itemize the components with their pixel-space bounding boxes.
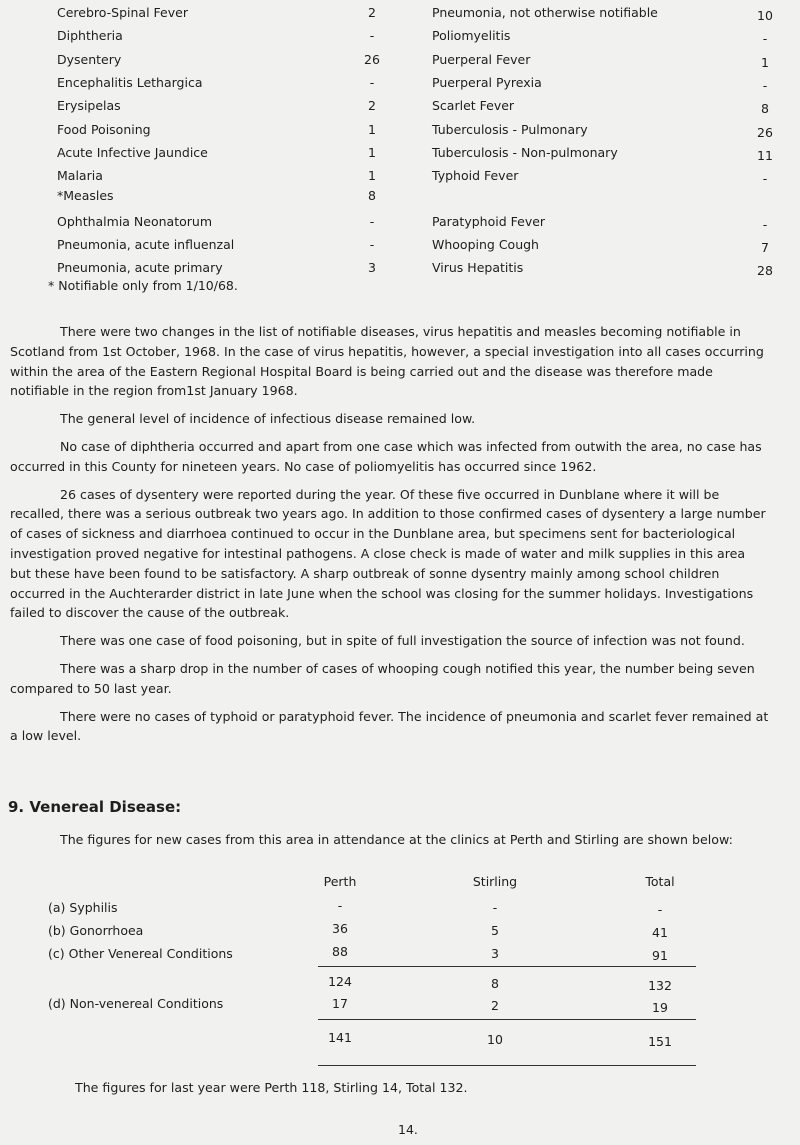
disease-name: Tuberculosis - Non-pulmonary <box>432 145 618 160</box>
row-label: (a) Syphilis <box>48 900 118 915</box>
closing-rule <box>318 1065 696 1066</box>
case-count: - <box>762 31 768 46</box>
disease-name: Paratyphoid Fever <box>432 214 546 229</box>
paragraph: There were two changes in the list of notifiable diseases, virus hepatitis and measles becoming notifiable in Scotland from 1st October, 1968. In the case of virus hepatitis, however, a special investigation into all cases occurring within the area of the Eastern Regional Hospital Board is being carried out and the disease was therefore made notifiable in the region from1st January 1968. <box>10 324 764 399</box>
cell-perth: 88 <box>332 944 348 959</box>
cell-stirling: 10 <box>487 1032 503 1047</box>
paragraph: There was a sharp drop in the number of cases of whooping cough notified this year, the number being seven compared to 50 last year. <box>10 660 755 696</box>
paragraph: No case of diphtheria occurred and apart from one case which was infected from outwith the area, no case has occurred in this County for nineteen years. No case of poliomyelitis has occurred since 1962. <box>10 438 762 474</box>
row-label: (c) Other Venereal Conditions <box>48 946 233 961</box>
cell-total: 91 <box>652 948 668 963</box>
paragraph: There were no cases of typhoid or paratyphoid fever. The incidence of pneumonia and scarlet fever remained at a low level. <box>10 708 769 744</box>
section-heading: 9. Venereal Disease: <box>8 798 182 816</box>
cell-stirling: - <box>492 900 498 915</box>
case-count: 1 <box>368 122 376 137</box>
disease-name: Puerperal Pyrexia <box>432 75 542 90</box>
case-count: - <box>369 237 375 252</box>
disease-name: Virus Hepatitis <box>432 260 524 275</box>
disease-name: Encephalitis Lethargica <box>57 75 203 90</box>
case-count: 26 <box>757 125 773 140</box>
cell-total: 151 <box>648 1034 672 1049</box>
case-count: - <box>762 78 768 93</box>
case-count: 28 <box>757 263 773 278</box>
disease-name: Erysipelas <box>57 98 121 113</box>
disease-name: Puerperal Fever <box>432 52 531 67</box>
case-count: 1 <box>761 55 769 70</box>
disease-name: Acute Infective Jaundice <box>57 145 208 160</box>
disease-name: Pneumonia, acute influenzal <box>57 237 235 252</box>
measles-footnote: * Notifiable only from 1/10/68. <box>48 278 238 293</box>
case-count: 1 <box>368 145 376 160</box>
disease-name: Dysentery <box>57 52 122 67</box>
case-count: 10 <box>757 8 773 23</box>
case-count: - <box>762 171 768 186</box>
disease-name: Pneumonia, not otherwise notifiable <box>432 5 658 20</box>
case-count: 11 <box>757 148 773 163</box>
case-count: - <box>369 214 375 229</box>
paragraph: There was one case of food poisoning, but in spite of full investigation the source of infection was not found. <box>60 633 745 649</box>
disease-name: Tuberculosis - Pulmonary <box>432 122 588 137</box>
cell-stirling: 2 <box>491 998 499 1013</box>
case-count: 2 <box>368 5 376 20</box>
disease-name: Food Poisoning <box>57 122 151 137</box>
cell-total: 41 <box>652 925 668 940</box>
cell-perth: - <box>337 898 343 913</box>
case-count: 7 <box>761 240 769 255</box>
disease-name: Poliomyelitis <box>432 28 511 43</box>
cell-total: - <box>657 902 663 917</box>
cell-stirling: 3 <box>491 946 499 961</box>
row-label: (d) Non-venereal Conditions <box>48 996 224 1011</box>
column-header-perth: Perth <box>323 874 357 889</box>
column-header-total: Total <box>645 874 675 889</box>
cell-stirling: 5 <box>491 923 499 938</box>
disease-name: Cerebro-Spinal Fever <box>57 5 188 20</box>
body-text <box>10 322 770 746</box>
cell-perth: 124 <box>328 974 352 989</box>
total-rule <box>318 1019 696 1020</box>
paragraph: 26 cases of dysentery were reported during the year. Of these five occurred in Dunblane where it will be recalled, there was a serious outbreak two years ago. In addition to those confirmed cases of dysentery a large number of cases of sickness and diarrhoea continued to occur in the Dunblane area, but specimens sent for bacteriological investigation proved negative for intestinal pathogens. A close check is made of water and milk supplies in this area but these have been found to be satisfactory. A sharp outbreak of sonne dysentry mainly among school children occurred in the Auchterarder district in late June when the school was closing for the summer holidays. Investigations failed to discover the cause of the outbreak. <box>10 486 766 621</box>
cell-total: 132 <box>648 978 672 993</box>
case-count: 2 <box>368 98 376 113</box>
disease-name: Pneumonia, acute primary <box>57 260 223 275</box>
cell-perth: 141 <box>328 1030 352 1045</box>
cell-total: 19 <box>652 1000 668 1015</box>
disease-name: *Measles <box>57 188 114 203</box>
last-year-note: The figures for last year were Perth 118, Stirling 14, Total 132. <box>75 1080 468 1095</box>
column-header-stirling: Stirling <box>472 874 518 889</box>
paragraph: The general level of incidence of infectious disease remained low. <box>60 411 476 427</box>
case-count: 1 <box>368 168 376 183</box>
case-count: 26 <box>364 52 380 67</box>
case-count: 8 <box>761 101 769 116</box>
cell-perth: 36 <box>332 921 348 936</box>
row-label: (b) Gonorrhoea <box>48 923 144 938</box>
case-count: 8 <box>368 188 376 203</box>
venereal-intro: The figures for new cases from this area in attendance at the clinics at Perth and Stirling are shown below: <box>60 832 733 847</box>
disease-name: Whooping Cough <box>432 237 539 252</box>
subtotal-rule <box>318 966 696 967</box>
case-count: - <box>762 217 768 232</box>
case-count: 3 <box>368 260 376 275</box>
disease-name: Ophthalmia Neonatorum <box>57 214 212 229</box>
case-count: - <box>369 75 375 90</box>
page-number: 14. <box>398 1122 418 1137</box>
cell-stirling: 8 <box>491 976 499 991</box>
case-count: - <box>369 28 375 43</box>
disease-name: Diphtheria <box>57 28 123 43</box>
disease-name: Malaria <box>57 168 103 183</box>
disease-name: Typhoid Fever <box>432 168 519 183</box>
cell-perth: 17 <box>332 996 348 1011</box>
disease-name: Scarlet Fever <box>432 98 515 113</box>
